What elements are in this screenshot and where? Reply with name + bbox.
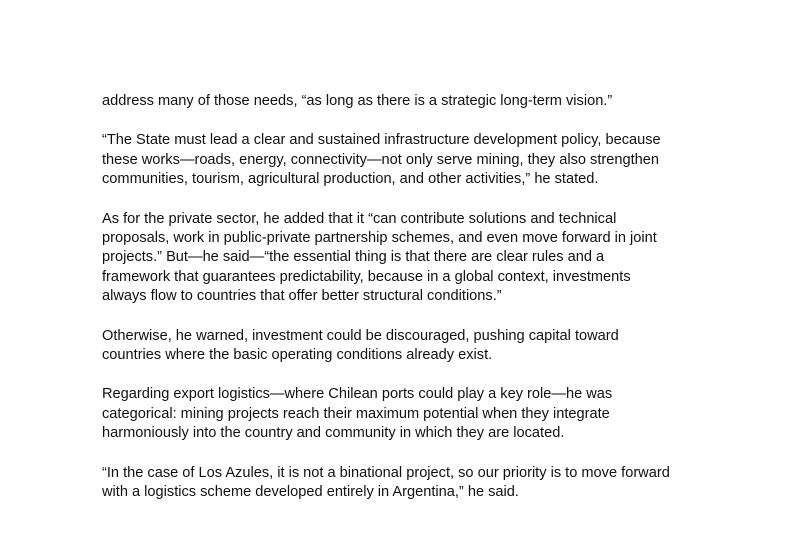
text-line: framework that guarantees predictability, because in a global context, investments [102,268,631,285]
text-line: Regarding export logistics—where Chilean ports could play a key role—he was [102,386,613,403]
text-line: projects.” But—he said—“the essential thing is that there are clear rules and a [102,249,605,266]
text-line: with a logistics scheme developed entirely in Argentina,” he said. [102,484,519,501]
text-line: categorical: mining projects reach their maximum potential when they integrate [102,405,610,422]
paragraph-2 [102,131,722,189]
text-line: these works—roads, energy, connectivity—not only serve mining, they also strengthen [102,151,659,168]
paragraph-4 [102,327,722,366]
text-line: As for the private sector, he added that it “can contribute solutions and technical [102,210,617,227]
text-line: “In the case of Los Azules, it is not a binational project, so our priority is to move forward [102,464,670,481]
text-line: always flow to countries that offer better structural conditions.” [102,288,502,305]
text-line: communities, tourism, agricultural production, and other activities,” he stated. [102,171,599,188]
article-body [102,92,722,523]
text-line: harmoniously into the country and community in which they are located. [102,425,565,442]
paragraph-6 [102,464,722,503]
text-line: countries where the basic operating conditions already exist. [102,347,493,364]
paragraph-5 [102,385,722,443]
text-line: proposals, work in public-private partnership schemes, and even move forward in joint [102,230,657,247]
text-line: address many of those needs, “as long as there is a strategic long-term vision.” [102,93,613,109]
text-line: “The State must lead a clear and sustained infrastructure development policy, because [102,132,661,149]
text-line: Otherwise, he warned, investment could be discouraged, pushing capital toward [102,327,619,344]
paragraph-1 [102,92,722,111]
paragraph-3 [102,210,722,307]
